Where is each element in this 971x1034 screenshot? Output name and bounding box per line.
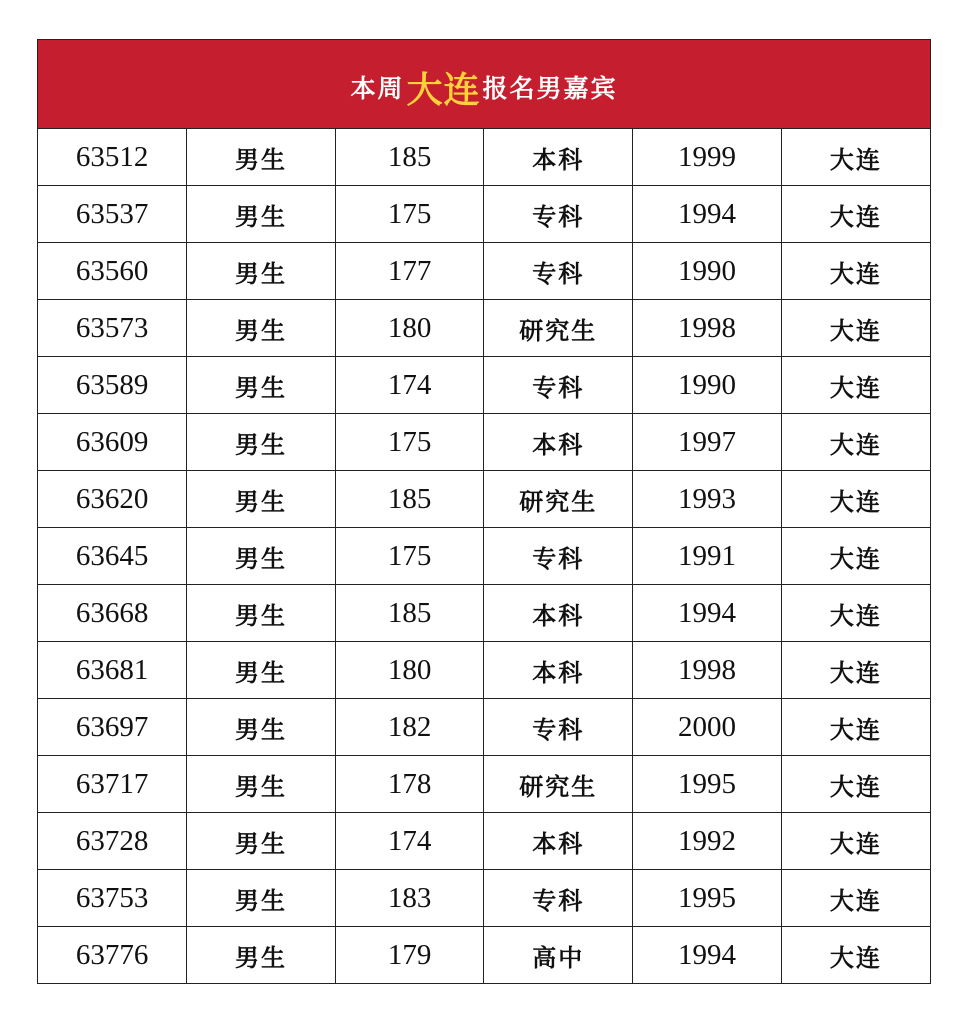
education-cell: 本科 — [484, 129, 633, 186]
guest-id-cell: 63560 — [38, 243, 187, 300]
height-cell: 180 — [335, 642, 484, 699]
guest-id-cell: 63537 — [38, 186, 187, 243]
city-cell: 大连 — [781, 813, 930, 870]
education-cell: 专科 — [484, 186, 633, 243]
height-cell: 175 — [335, 186, 484, 243]
table-row — [38, 129, 930, 186]
guest-id-cell: 63697 — [38, 699, 187, 756]
table-row — [38, 870, 930, 927]
height-cell: 180 — [335, 300, 484, 357]
city-cell: 大连 — [781, 699, 930, 756]
height-cell: 182 — [335, 699, 484, 756]
title-city: 大连 — [406, 69, 481, 111]
education-cell: 专科 — [484, 528, 633, 585]
guest-id-cell: 63668 — [38, 585, 187, 642]
guest-id-cell: 63645 — [38, 528, 187, 585]
city-cell: 大连 — [829, 943, 882, 972]
gender-cell: 男生 — [187, 927, 336, 984]
city-cell: 大连 — [781, 243, 930, 300]
table-row — [38, 471, 930, 528]
city-cell: 大连 — [781, 528, 930, 585]
height-cell: 185 — [335, 129, 484, 186]
city-cell: 大连 — [781, 585, 930, 642]
birth-year-cell: 1999 — [633, 129, 782, 186]
height-cell: 179 — [335, 927, 484, 984]
guest-id-cell: 63620 — [38, 471, 187, 528]
city-cell: 大连 — [781, 186, 930, 243]
city-cell: 大连 — [781, 471, 930, 528]
guest-id-cell: 63728 — [38, 813, 187, 870]
table-row — [38, 414, 930, 471]
city-cell: 大连 — [781, 870, 930, 927]
guest-id-cell: 63753 — [38, 870, 187, 927]
roster-sheet — [37, 39, 931, 984]
title-banner — [38, 40, 930, 129]
table-row — [38, 357, 930, 414]
table-row — [38, 186, 930, 243]
birth-year-cell: 1994 — [633, 585, 782, 642]
birth-year-cell: 1993 — [633, 471, 782, 528]
birth-year-cell: 1992 — [633, 813, 782, 870]
birth-year-cell: 1990 — [633, 243, 782, 300]
table-row — [38, 585, 930, 642]
gender-cell: 男生 — [187, 129, 336, 186]
gender-cell: 男生 — [187, 243, 336, 300]
city-cell: 大连 — [781, 414, 930, 471]
gender-cell: 男生 — [187, 357, 336, 414]
education-cell: 研究生 — [484, 756, 633, 813]
city-cell: 大连 — [781, 129, 930, 186]
education-cell: 本科 — [484, 414, 633, 471]
gender-cell: 男生 — [187, 699, 336, 756]
education-cell: 本科 — [484, 642, 633, 699]
height-cell: 174 — [335, 813, 484, 870]
education-cell: 研究生 — [484, 300, 633, 357]
gender-cell: 男生 — [187, 300, 336, 357]
education-cell: 高中 — [484, 927, 633, 984]
gender-cell: 男生 — [187, 186, 336, 243]
gender-cell: 男生 — [187, 813, 336, 870]
height-cell: 185 — [335, 471, 484, 528]
height-cell: 178 — [335, 756, 484, 813]
education-cell: 专科 — [484, 870, 633, 927]
birth-year-cell: 1995 — [633, 756, 782, 813]
height-cell: 174 — [335, 357, 484, 414]
education-cell: 专科 — [484, 243, 633, 300]
gender-cell: 男生 — [187, 414, 336, 471]
guest-id-cell: 63589 — [38, 357, 187, 414]
city-cell: 大连 — [781, 756, 930, 813]
guest-id-cell: 63776 — [38, 927, 187, 984]
table-row — [38, 528, 930, 585]
education-cell: 本科 — [484, 813, 633, 870]
height-cell: 185 — [335, 585, 484, 642]
table-row — [38, 300, 930, 357]
birth-year-cell: 1995 — [633, 870, 782, 927]
birth-year-cell: 1991 — [633, 528, 782, 585]
education-cell: 本科 — [484, 585, 633, 642]
guest-id-cell: 63609 — [38, 414, 187, 471]
gender-cell: 男生 — [187, 642, 336, 699]
gender-cell: 男生 — [187, 870, 336, 927]
height-cell: 175 — [335, 528, 484, 585]
city-cell: 大连 — [781, 300, 930, 357]
height-cell: 175 — [335, 414, 484, 471]
gender-cell: 男生 — [187, 585, 336, 642]
table-row — [38, 756, 930, 813]
gender-cell: 男生 — [187, 528, 336, 585]
education-cell: 专科 — [484, 357, 633, 414]
gender-cell: 男生 — [187, 471, 336, 528]
title-prefix: 本周 — [350, 74, 405, 103]
table-row — [38, 927, 930, 984]
education-cell: 研究生 — [484, 471, 633, 528]
birth-year-cell: 1994 — [633, 927, 782, 984]
table-row — [38, 699, 930, 756]
guest-id-cell: 63573 — [38, 300, 187, 357]
table-row — [38, 642, 930, 699]
education-cell: 专科 — [484, 699, 633, 756]
guest-id-cell: 63512 — [38, 129, 187, 186]
guest-id-cell: 63717 — [38, 756, 187, 813]
gender-cell: 男生 — [187, 756, 336, 813]
guest-id-cell: 63681 — [38, 642, 187, 699]
birth-year-cell: 1994 — [633, 186, 782, 243]
guest-table — [38, 129, 930, 983]
table-row — [38, 813, 930, 870]
birth-year-cell: 1990 — [633, 357, 782, 414]
birth-year-cell: 1998 — [633, 300, 782, 357]
birth-year-cell: 2000 — [633, 699, 782, 756]
title-suffix: 报名男嘉宾 — [482, 74, 618, 103]
city-cell: 大连 — [781, 357, 930, 414]
birth-year-cell: 1997 — [633, 414, 782, 471]
birth-year-cell: 1998 — [633, 642, 782, 699]
city-cell: 大连 — [781, 642, 930, 699]
height-cell: 177 — [335, 243, 484, 300]
height-cell: 183 — [335, 870, 484, 927]
table-row — [38, 243, 930, 300]
